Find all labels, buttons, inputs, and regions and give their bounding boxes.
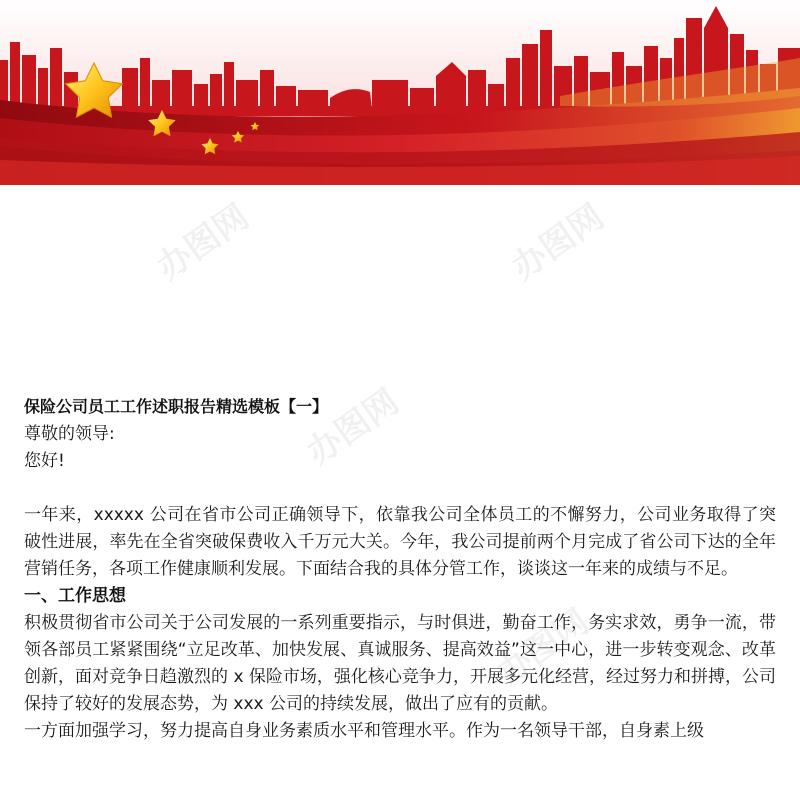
salutation: 尊敬的领导: (24, 424, 115, 444)
document-title: 保险公司员工工作述职报告精选模板【一】 (24, 397, 329, 416)
section-paragraph: 积极贯彻省市公司关于公司发展的一系列重要指示，与时俱进，勤奋工作，务实求效，勇争一流，带领各部员工紧紧围绕“立足改革、加快发展、真诚服务、提高效益”这一中心，进一步转变观念、改革创新，面对竞争日趋激烈的 x 保险市场，强化核心竞争力，开展多元化经营，经过努力和拼搏，公司保持了较好的发展态势，为 xxx 公司的持续发展，做出了应有的贡献。 (24, 613, 776, 714)
cutoff-paragraph: 一方面加强学习，努力提高自身业务素质水平和管理水平。作为一名领导干部，自身素上级 (24, 721, 704, 741)
paragraph-gap (24, 475, 776, 502)
header-banner (0, 0, 800, 185)
watermark: 办图网 (299, 381, 407, 474)
watermark: 办图网 (489, 601, 597, 694)
greeting: 您好! (24, 451, 65, 471)
watermark: 办图网 (504, 196, 612, 289)
watermark: 办图网 (149, 196, 257, 289)
section-heading: 一、工作思想 (24, 586, 126, 606)
document-body (24, 393, 776, 745)
intro-paragraph: 一年来，xxxxx 公司在省市公司正确领导下，依靠我公司全体员工的不懈努力，公司业务取得了突破性进展，率先在全省突破保费收入千万元大关。今年，我公司提前两个月完成了省公司下达的全年营销任务，各项工作健康顺利发展。下面结合我的具体分管工作，谈谈这一年来的成绩与不足。 (24, 505, 776, 579)
